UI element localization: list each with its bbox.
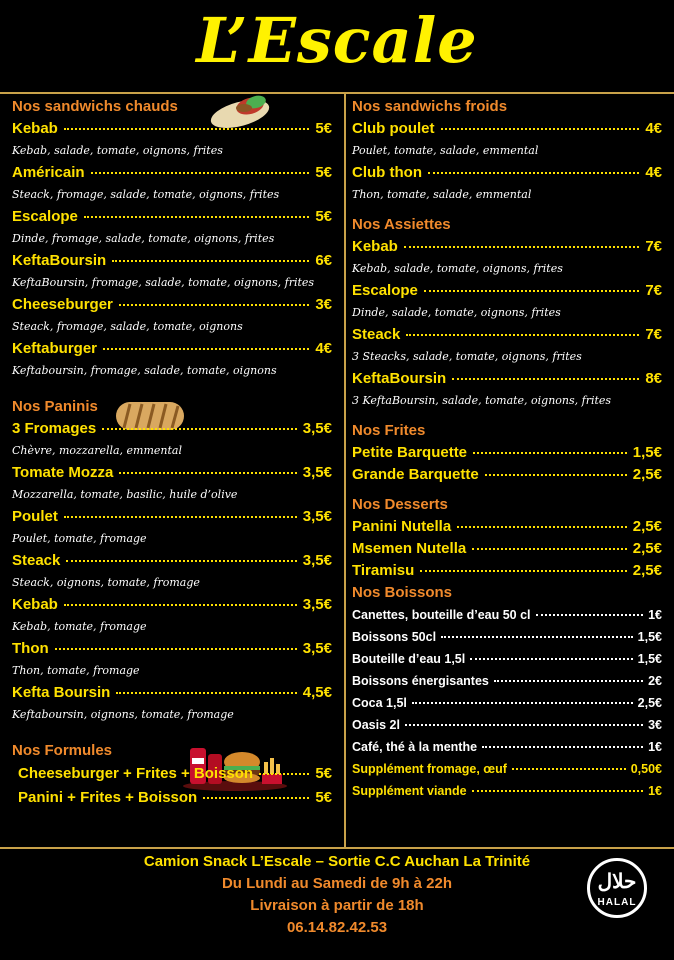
section-heading-formules: Nos Formules bbox=[12, 742, 113, 759]
item-description: Poulet, tomate, salade, emmental bbox=[352, 144, 539, 157]
item-name: Oasis 2l bbox=[352, 718, 400, 732]
menu-item bbox=[352, 280, 662, 302]
item-name: Panini Nutella bbox=[352, 518, 452, 535]
item-name: Supplément viande bbox=[352, 784, 467, 798]
item-description: Steack, fromage, salade, tomate, oignons bbox=[12, 320, 243, 333]
dot-leader bbox=[203, 797, 309, 799]
dot-leader bbox=[472, 548, 627, 550]
dot-leader bbox=[485, 474, 627, 476]
drink-item bbox=[352, 648, 662, 670]
dot-leader bbox=[452, 378, 639, 380]
item-description: Thon, tomate, fromage bbox=[12, 664, 140, 677]
section-heading-assiettes: Nos Assiettes bbox=[352, 216, 451, 233]
item-name: Club poulet bbox=[352, 120, 435, 137]
dot-leader bbox=[473, 452, 627, 454]
menu-item bbox=[12, 550, 332, 572]
item-price: 1€ bbox=[648, 784, 662, 798]
menu-item bbox=[12, 206, 332, 228]
dot-leader bbox=[406, 334, 639, 336]
divider-top bbox=[0, 92, 674, 94]
dot-leader bbox=[412, 702, 633, 704]
menu-item bbox=[12, 462, 332, 484]
item-description: Chèvre, mozzarella, emmental bbox=[12, 444, 183, 457]
item-name: Cheeseburger bbox=[12, 296, 113, 313]
dot-leader bbox=[116, 692, 296, 694]
item-description: Dinde, fromage, salade, tomate, oignons, frites bbox=[12, 232, 275, 245]
item-price: 3,5€ bbox=[302, 552, 332, 569]
item-price: 8€ bbox=[645, 370, 662, 387]
item-price: 3,5€ bbox=[302, 420, 332, 437]
item-price: 4€ bbox=[645, 164, 662, 181]
dot-leader bbox=[84, 216, 309, 218]
item-description: Steack, oignons, tomate, fromage bbox=[12, 576, 200, 589]
dot-leader bbox=[64, 516, 297, 518]
item-description: Keftaboursin, fromage, salade, tomate, oignons bbox=[12, 364, 277, 377]
item-name: Msemen Nutella bbox=[352, 540, 467, 557]
menu-item bbox=[352, 162, 662, 184]
dot-leader bbox=[64, 604, 297, 606]
dot-leader bbox=[424, 290, 639, 292]
formule-item bbox=[12, 762, 332, 786]
item-name: Tiramisu bbox=[352, 562, 415, 579]
item-description: Mozzarella, tomate, basilic, huile d’olive bbox=[12, 488, 238, 501]
item-description: Thon, tomate, salade, emmental bbox=[352, 188, 532, 201]
item-name: KeftaBoursin bbox=[352, 370, 447, 387]
dot-leader bbox=[512, 768, 626, 770]
menu-item bbox=[12, 162, 332, 184]
item-price: 5€ bbox=[315, 208, 332, 225]
drink-item bbox=[352, 604, 662, 626]
item-price: 3,5€ bbox=[302, 640, 332, 657]
dot-leader bbox=[441, 636, 633, 638]
drink-item bbox=[352, 692, 662, 714]
item-price: 5€ bbox=[315, 789, 332, 806]
item-price: 1,5€ bbox=[637, 652, 662, 666]
item-price: 5€ bbox=[315, 765, 332, 782]
dot-leader bbox=[536, 614, 644, 616]
item-price: 6€ bbox=[315, 252, 332, 269]
dot-leader bbox=[457, 526, 627, 528]
item-name: Kebab bbox=[12, 120, 58, 137]
section-heading-desserts: Nos Desserts bbox=[352, 496, 448, 513]
item-price: 1€ bbox=[648, 608, 662, 622]
item-description: 3 Steacks, salade, tomate, oignons, frites bbox=[352, 350, 582, 363]
supplement-item bbox=[352, 758, 662, 780]
footer-phone: 06.14.82.42.53 bbox=[286, 919, 388, 936]
drink-item bbox=[352, 626, 662, 648]
dot-leader bbox=[112, 260, 309, 262]
item-description: Kebab, salade, tomate, oignons, frites bbox=[12, 144, 223, 157]
halal-latin: HALAL bbox=[597, 897, 637, 908]
item-name: Escalope bbox=[352, 282, 418, 299]
right-column bbox=[352, 96, 662, 802]
item-name: 3 Fromages bbox=[12, 420, 97, 437]
item-name: Steack bbox=[352, 326, 401, 343]
item-price: 0,50€ bbox=[630, 762, 662, 776]
item-name: Keftaburger bbox=[12, 340, 98, 357]
menu-item bbox=[352, 236, 662, 258]
item-price: 1,5€ bbox=[637, 630, 662, 644]
item-description: 3 KeftaBoursin, salade, tomate, oignons, frites bbox=[352, 394, 612, 407]
item-price: 7€ bbox=[645, 282, 662, 299]
item-price: 3€ bbox=[648, 718, 662, 732]
dot-leader bbox=[259, 773, 309, 775]
supplement-item bbox=[352, 780, 662, 802]
footer-delivery: Livraison à partir de 18h bbox=[250, 897, 424, 914]
section-heading-paninis: Nos Paninis bbox=[12, 398, 98, 415]
menu-item bbox=[12, 294, 332, 316]
item-price: 7€ bbox=[645, 326, 662, 343]
item-name: Thon bbox=[12, 640, 49, 657]
item-price: 1€ bbox=[648, 740, 662, 754]
menu-item bbox=[12, 638, 332, 660]
dot-leader bbox=[119, 472, 296, 474]
item-price: 3,5€ bbox=[302, 596, 332, 613]
dot-leader bbox=[103, 348, 309, 350]
menu-item bbox=[352, 324, 662, 346]
item-name: Kefta Boursin bbox=[12, 684, 111, 701]
menu-item bbox=[352, 560, 662, 582]
item-price: 4€ bbox=[315, 340, 332, 357]
item-name: Supplément fromage, œuf bbox=[352, 762, 507, 776]
drink-item bbox=[352, 670, 662, 692]
item-name: Canettes, bouteille d’eau 50 cl bbox=[352, 608, 531, 622]
item-price: 2,5€ bbox=[632, 466, 662, 483]
item-name: Panini + Frites + Boisson bbox=[18, 789, 198, 806]
dot-leader bbox=[405, 724, 643, 726]
item-price: 1,5€ bbox=[632, 444, 662, 461]
menu-item bbox=[12, 418, 332, 440]
item-name: Kebab bbox=[352, 238, 398, 255]
dot-leader bbox=[55, 648, 297, 650]
menu-item bbox=[12, 118, 332, 140]
item-description: Keftaboursin, oignons, tomate, fromage bbox=[12, 708, 234, 721]
dot-leader bbox=[470, 658, 632, 660]
drink-item bbox=[352, 714, 662, 736]
dot-leader bbox=[119, 304, 309, 306]
divider-bottom bbox=[0, 847, 674, 849]
section-heading-frites: Nos Frites bbox=[352, 422, 426, 439]
dot-leader bbox=[428, 172, 639, 174]
item-name: Grande Barquette bbox=[352, 466, 479, 483]
menu-item bbox=[352, 442, 662, 464]
item-price: 2,5€ bbox=[632, 518, 662, 535]
menu-item bbox=[12, 682, 332, 704]
item-price: 4,5€ bbox=[302, 684, 332, 701]
dot-leader bbox=[64, 128, 309, 130]
item-description: Kebab, salade, tomate, oignons, frites bbox=[352, 262, 563, 275]
item-name: Club thon bbox=[352, 164, 422, 181]
dot-leader bbox=[102, 428, 297, 430]
dot-leader bbox=[404, 246, 639, 248]
dot-leader bbox=[420, 570, 627, 572]
item-price: 3,5€ bbox=[302, 464, 332, 481]
item-description: Dinde, salade, tomate, oignons, frites bbox=[352, 306, 561, 319]
footer-hours: Du Lundi au Samedi de 9h à 22h bbox=[221, 875, 453, 892]
menu-item bbox=[352, 538, 662, 560]
menu-item bbox=[12, 250, 332, 272]
section-heading-boissons: Nos Boissons bbox=[352, 584, 453, 601]
menu-item bbox=[12, 506, 332, 528]
menu-item bbox=[12, 338, 332, 360]
item-price: 2,5€ bbox=[632, 562, 662, 579]
item-name: Cheeseburger + Frites + Boisson bbox=[18, 765, 254, 782]
menu-item bbox=[352, 464, 662, 486]
menu-item bbox=[12, 594, 332, 616]
page-title: L’Escale bbox=[196, 4, 478, 77]
item-name: Escalope bbox=[12, 208, 78, 225]
item-name: Coca 1,5l bbox=[352, 696, 407, 710]
item-description: Poulet, tomate, fromage bbox=[12, 532, 147, 545]
halal-arabic: حلال bbox=[597, 871, 637, 893]
divider-vertical bbox=[344, 94, 346, 847]
item-price: 2€ bbox=[648, 674, 662, 688]
item-price: 7€ bbox=[645, 238, 662, 255]
item-name: Américain bbox=[12, 164, 85, 181]
item-name: Steack bbox=[12, 552, 61, 569]
drink-item bbox=[352, 736, 662, 758]
section-heading-sandwichs-chauds: Nos sandwichs chauds bbox=[12, 98, 178, 115]
item-name: Poulet bbox=[12, 508, 58, 525]
dot-leader bbox=[441, 128, 640, 130]
item-price: 2,5€ bbox=[632, 540, 662, 557]
item-name: KeftaBoursin bbox=[12, 252, 107, 269]
item-name: Bouteille d’eau 1,5l bbox=[352, 652, 466, 666]
dot-leader bbox=[494, 680, 643, 682]
menu-item bbox=[352, 118, 662, 140]
item-name: Tomate Mozza bbox=[12, 464, 114, 481]
item-price: 3,5€ bbox=[302, 508, 332, 525]
item-name: Café, thé à la menthe bbox=[352, 740, 478, 754]
menu-item bbox=[352, 368, 662, 390]
item-price: 4€ bbox=[645, 120, 662, 137]
item-price: 5€ bbox=[315, 120, 332, 137]
dot-leader bbox=[472, 790, 643, 792]
item-name: Petite Barquette bbox=[352, 444, 468, 461]
left-column bbox=[12, 96, 332, 810]
halal-logo bbox=[587, 858, 647, 918]
item-name: Kebab bbox=[12, 596, 58, 613]
item-price: 5€ bbox=[315, 164, 332, 181]
item-description: KeftaBoursin, fromage, salade, tomate, oignons, frites bbox=[12, 276, 315, 289]
item-description: Kebab, tomate, fromage bbox=[12, 620, 147, 633]
footer-location: Camion Snack L’Escale – Sortie C.C Auchan La Trinité bbox=[143, 853, 531, 870]
item-name: Boissons 50cl bbox=[352, 630, 437, 644]
dot-leader bbox=[482, 746, 643, 748]
dot-leader bbox=[66, 560, 296, 562]
item-price: 3€ bbox=[315, 296, 332, 313]
item-name: Boissons énergisantes bbox=[352, 674, 489, 688]
section-heading-sandwichs-froids: Nos sandwichs froids bbox=[352, 98, 508, 115]
dot-leader bbox=[91, 172, 310, 174]
formule-item bbox=[12, 786, 332, 810]
footer bbox=[0, 851, 674, 939]
item-description: Steack, fromage, salade, tomate, oignons, frites bbox=[12, 188, 280, 201]
menu-item bbox=[352, 516, 662, 538]
item-price: 2,5€ bbox=[637, 696, 662, 710]
